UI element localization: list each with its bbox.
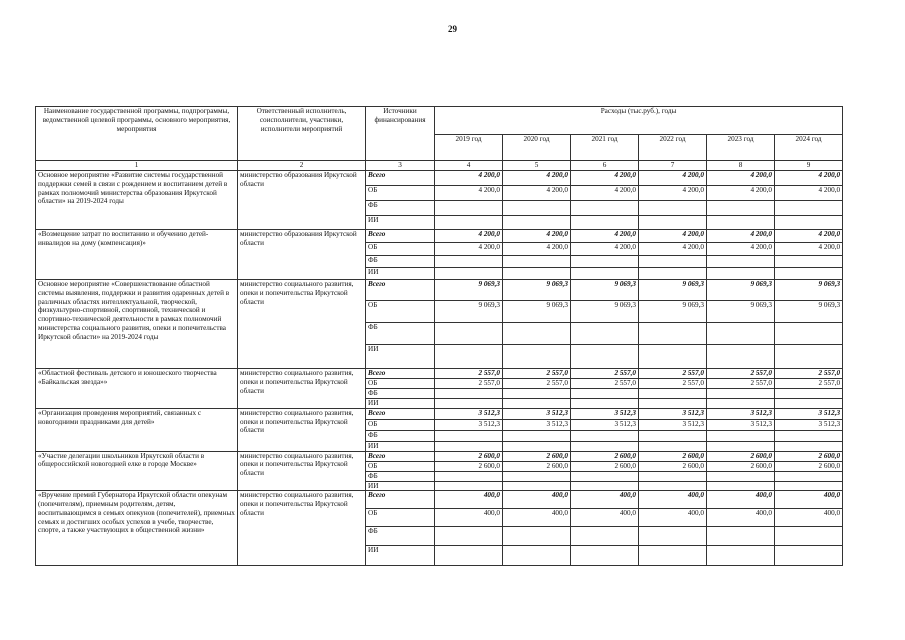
column-number: 6: [571, 161, 639, 171]
funding-source: Всего: [366, 408, 435, 419]
expense-value: 3 512,3: [435, 419, 503, 430]
expense-value: 2 600,0: [639, 461, 707, 471]
expense-value: 4 200,0: [707, 171, 775, 186]
executor: министерство социального развития, опеки и попечительства Иркутской области: [238, 369, 366, 409]
expense-value: 9 069,3: [571, 280, 639, 301]
expense-value: 2 557,0: [503, 369, 571, 379]
expense-value: [639, 345, 707, 369]
expense-value: 4 200,0: [775, 230, 843, 243]
expense-value: [775, 389, 843, 399]
expense-value: [435, 430, 503, 441]
table-row: [36, 230, 843, 243]
expense-value: 9 069,3: [775, 280, 843, 301]
expense-value: 2 557,0: [571, 379, 639, 389]
expense-value: [639, 389, 707, 399]
column-number: 8: [707, 161, 775, 171]
header-expenses: Расходы (тыс.руб.), годы: [435, 107, 843, 135]
expense-value: 2 557,0: [707, 379, 775, 389]
table-row: [36, 491, 843, 509]
expense-value: 2 600,0: [775, 461, 843, 471]
expense-value: 4 200,0: [707, 186, 775, 201]
expense-value: 3 512,3: [707, 408, 775, 419]
expense-value: 4 200,0: [503, 186, 571, 201]
page-number: 29: [448, 24, 457, 34]
expense-value: [639, 256, 707, 268]
expense-value: [435, 201, 503, 216]
expense-value: [571, 256, 639, 268]
expense-value: 4 200,0: [435, 171, 503, 186]
executor: министерство социального развития, опеки и попечительства Иркутской области: [238, 280, 366, 369]
expense-value: [707, 546, 775, 566]
expense-value: 4 200,0: [503, 243, 571, 256]
expense-value: [503, 323, 571, 345]
expense-value: 2 600,0: [435, 461, 503, 471]
expense-value: [435, 527, 503, 546]
expense-value: 2 600,0: [639, 451, 707, 461]
expense-value: [707, 471, 775, 481]
expense-value: 3 512,3: [503, 408, 571, 419]
expense-value: [435, 399, 503, 409]
expense-value: [571, 389, 639, 399]
column-number: 9: [775, 161, 843, 171]
expense-value: 400,0: [571, 491, 639, 509]
funding-source: ФБ: [366, 389, 435, 399]
expense-value: 4 200,0: [707, 243, 775, 256]
expense-value: [775, 256, 843, 268]
expense-value: [775, 546, 843, 566]
expense-value: 9 069,3: [707, 301, 775, 323]
expense-value: 4 200,0: [571, 171, 639, 186]
header-source: Источники финансирования: [366, 107, 435, 161]
expense-value: [571, 546, 639, 566]
expense-value: [435, 256, 503, 268]
activity-name: Основное мероприятие «Развитие системы государственной поддержки семей в связи с рождением и воспитанием детей в рамках полномочий министерства образования Иркутской области» на 2019-2024 годы: [36, 171, 238, 230]
funding-source: ФБ: [366, 430, 435, 441]
expense-value: [503, 256, 571, 268]
expense-value: [503, 546, 571, 566]
header-executor: Ответственный исполнитель, соисполнители, участники, исполнители мероприятий: [238, 107, 366, 161]
activity-name: «Участие делегации школьников Иркутской области в общероссийской новогодней елке в городе Москве»: [36, 451, 238, 491]
expense-value: 400,0: [503, 509, 571, 527]
expense-value: 400,0: [639, 509, 707, 527]
funding-source: ФБ: [366, 256, 435, 268]
expense-value: 9 069,3: [639, 301, 707, 323]
header-name: Наименование государственной программы, подпрограммы, ведомственной целевой программы, основного мероприятия, мероприятия: [36, 107, 238, 161]
column-number: 3: [366, 161, 435, 171]
expense-value: 4 200,0: [639, 230, 707, 243]
expense-value: [639, 201, 707, 216]
expense-value: 4 200,0: [571, 186, 639, 201]
funding-source: ОБ: [366, 243, 435, 256]
expense-value: 400,0: [775, 509, 843, 527]
expense-value: 9 069,3: [707, 280, 775, 301]
expense-value: 2 557,0: [435, 369, 503, 379]
column-number: 7: [639, 161, 707, 171]
expense-value: 9 069,3: [571, 301, 639, 323]
expense-value: 2 557,0: [503, 379, 571, 389]
expense-value: [503, 481, 571, 491]
expense-value: [571, 399, 639, 409]
expense-value: 4 200,0: [503, 171, 571, 186]
funding-source: Всего: [366, 230, 435, 243]
expense-value: 4 200,0: [775, 171, 843, 186]
executor: министерство образования Иркутской области: [238, 171, 366, 230]
table-row: [36, 451, 843, 461]
activity-name: «Возмещение затрат по воспитанию и обучению детей-инвалидов на дому (компенсация)»: [36, 230, 238, 280]
expense-value: 9 069,3: [775, 301, 843, 323]
expense-value: 3 512,3: [707, 419, 775, 430]
expense-value: 400,0: [435, 491, 503, 509]
header-year: 2023 год: [707, 135, 775, 161]
expense-value: [707, 399, 775, 409]
expense-value: [639, 527, 707, 546]
table-row: [36, 280, 843, 301]
funding-source: ИИ: [366, 216, 435, 230]
funding-source: ОБ: [366, 509, 435, 527]
expense-value: 400,0: [775, 491, 843, 509]
expense-value: [435, 441, 503, 451]
expense-value: [503, 389, 571, 399]
expense-value: [707, 216, 775, 230]
expense-value: 2 600,0: [707, 461, 775, 471]
expense-value: [639, 216, 707, 230]
expense-value: 3 512,3: [571, 419, 639, 430]
expense-value: 4 200,0: [503, 230, 571, 243]
expense-value: 3 512,3: [639, 419, 707, 430]
funding-source: Всего: [366, 491, 435, 509]
expense-value: [639, 481, 707, 491]
expense-value: 3 512,3: [571, 408, 639, 419]
column-number: 1: [36, 161, 238, 171]
expense-value: 2 600,0: [775, 451, 843, 461]
funding-source: Всего: [366, 369, 435, 379]
expense-value: 2 600,0: [707, 451, 775, 461]
expense-value: [571, 441, 639, 451]
expense-value: 4 200,0: [435, 186, 503, 201]
executor: министерство социального развития, опеки и попечительства Иркутской области: [238, 491, 366, 566]
expense-value: [435, 268, 503, 280]
expense-value: 2 600,0: [503, 461, 571, 471]
table-row: [36, 369, 843, 379]
funding-source: ОБ: [366, 419, 435, 430]
expense-value: 4 200,0: [775, 186, 843, 201]
funding-source: Всего: [366, 280, 435, 301]
funding-source: ФБ: [366, 323, 435, 345]
expense-value: 2 557,0: [639, 369, 707, 379]
expense-value: [639, 323, 707, 345]
expense-value: 2 600,0: [571, 451, 639, 461]
column-number: 4: [435, 161, 503, 171]
expense-value: [775, 481, 843, 491]
expense-value: [775, 201, 843, 216]
expense-value: [707, 201, 775, 216]
activity-name: «Областной фестиваль детского и юношеского творчества «Байкальская звезда»»: [36, 369, 238, 409]
expense-value: [571, 201, 639, 216]
expense-value: [775, 268, 843, 280]
expense-value: [707, 430, 775, 441]
column-number: 2: [238, 161, 366, 171]
expense-value: 400,0: [435, 509, 503, 527]
expense-value: 400,0: [639, 491, 707, 509]
expense-value: [707, 441, 775, 451]
expense-value: [571, 430, 639, 441]
expense-value: [707, 527, 775, 546]
expense-value: [639, 399, 707, 409]
expense-value: 2 557,0: [435, 379, 503, 389]
expense-value: [571, 323, 639, 345]
expense-value: [639, 441, 707, 451]
expense-value: [435, 216, 503, 230]
expense-value: 4 200,0: [639, 171, 707, 186]
expense-value: [503, 216, 571, 230]
expense-value: 4 200,0: [639, 243, 707, 256]
header-year: 2022 год: [639, 135, 707, 161]
expense-value: 400,0: [503, 491, 571, 509]
activity-name: Основное мероприятие «Совершенствование областной системы выявления, поддержки и развития одаренных детей в различных областях интеллектуальной, творческой, физкультурно-спортивной, спортивной, технической и спортивно-технической деятельности в рамках полномочий министерства социального развития, опеки и попечительства Иркутской области» на 2019-2024 годы: [36, 280, 238, 369]
expense-value: [503, 268, 571, 280]
activity-name: «Организация проведения мероприятий, связанных с новогодними праздниками для детей»: [36, 408, 238, 451]
expense-value: [775, 345, 843, 369]
expense-value: [707, 345, 775, 369]
executor: министерство социального развития, опеки и попечительства Иркутской области: [238, 408, 366, 451]
expense-value: 9 069,3: [435, 280, 503, 301]
funding-source: Всего: [366, 171, 435, 186]
expense-value: [435, 546, 503, 566]
expense-value: 2 557,0: [707, 369, 775, 379]
expense-value: 3 512,3: [503, 419, 571, 430]
expense-value: [571, 216, 639, 230]
expense-value: [707, 481, 775, 491]
expense-value: [707, 389, 775, 399]
expense-value: 9 069,3: [435, 301, 503, 323]
executor: министерство образования Иркутской области: [238, 230, 366, 280]
expense-value: [707, 323, 775, 345]
header-year: 2019 год: [435, 135, 503, 161]
expense-value: [639, 268, 707, 280]
funding-source: ИИ: [366, 399, 435, 409]
expense-value: [435, 471, 503, 481]
expense-value: 2 557,0: [639, 379, 707, 389]
header-year: 2020 год: [503, 135, 571, 161]
expense-value: [503, 430, 571, 441]
header-year: 2021 год: [571, 135, 639, 161]
expense-value: 4 200,0: [707, 230, 775, 243]
expense-value: [775, 323, 843, 345]
expense-value: [435, 323, 503, 345]
expense-value: [571, 345, 639, 369]
expense-value: 4 200,0: [571, 243, 639, 256]
expense-value: [707, 268, 775, 280]
column-number: 5: [503, 161, 571, 171]
header-year: 2024 год: [775, 135, 843, 161]
funding-source: ОБ: [366, 301, 435, 323]
expense-value: [775, 527, 843, 546]
expense-value: 400,0: [707, 491, 775, 509]
expense-value: [639, 471, 707, 481]
expense-value: [639, 546, 707, 566]
expense-value: 3 512,3: [435, 408, 503, 419]
expense-value: 400,0: [707, 509, 775, 527]
funding-source: ОБ: [366, 461, 435, 471]
expense-value: 4 200,0: [571, 230, 639, 243]
expense-value: [639, 430, 707, 441]
executor: министерство социального развития, опеки и попечительства Иркутской области: [238, 451, 366, 491]
activity-name: «Вручение премий Губернатора Иркутской области опекунам (попечителям), приемным родителям, детям, воспитывающимся в семьях опекунов (попечителей), приемных семьях и достигших особых успехов в учебе, творчестве, спорте, а также участвующих в общественной жизни»: [36, 491, 238, 566]
funding-source: ФБ: [366, 471, 435, 481]
expense-value: [775, 399, 843, 409]
table-row: [36, 408, 843, 419]
funding-source: Всего: [366, 451, 435, 461]
table-row: [36, 171, 843, 186]
expense-value: 2 557,0: [775, 379, 843, 389]
expense-value: 4 200,0: [639, 186, 707, 201]
expense-value: 2 600,0: [503, 451, 571, 461]
expense-value: [503, 201, 571, 216]
funding-source: ИИ: [366, 268, 435, 280]
expense-value: 3 512,3: [775, 408, 843, 419]
expense-value: 4 200,0: [435, 230, 503, 243]
expense-value: [571, 471, 639, 481]
expense-value: [775, 471, 843, 481]
expense-value: 400,0: [571, 509, 639, 527]
budget-table: [35, 106, 843, 566]
expense-value: 2 557,0: [571, 369, 639, 379]
expense-value: [435, 345, 503, 369]
expense-value: 9 069,3: [639, 280, 707, 301]
expense-value: [775, 430, 843, 441]
expense-value: [435, 481, 503, 491]
expense-value: [503, 345, 571, 369]
expense-value: [503, 471, 571, 481]
expense-value: [707, 256, 775, 268]
expense-value: 4 200,0: [775, 243, 843, 256]
expense-value: 2 600,0: [435, 451, 503, 461]
expense-value: 9 069,3: [503, 280, 571, 301]
expense-value: 9 069,3: [503, 301, 571, 323]
funding-source: ИИ: [366, 441, 435, 451]
expense-value: 4 200,0: [435, 243, 503, 256]
expense-value: [435, 389, 503, 399]
funding-source: ОБ: [366, 379, 435, 389]
expense-value: 2 600,0: [571, 461, 639, 471]
funding-source: ФБ: [366, 527, 435, 546]
expense-value: [503, 441, 571, 451]
expense-value: 3 512,3: [775, 419, 843, 430]
expense-value: [571, 527, 639, 546]
funding-source: ФБ: [366, 201, 435, 216]
expense-value: [571, 481, 639, 491]
expense-value: [775, 216, 843, 230]
expense-value: [571, 268, 639, 280]
funding-source: ИИ: [366, 481, 435, 491]
funding-source: ИИ: [366, 546, 435, 566]
expense-value: 3 512,3: [639, 408, 707, 419]
expense-value: [775, 441, 843, 451]
expense-value: 2 557,0: [775, 369, 843, 379]
expense-value: [503, 527, 571, 546]
funding-source: ОБ: [366, 186, 435, 201]
funding-source: ИИ: [366, 345, 435, 369]
expense-value: [503, 399, 571, 409]
